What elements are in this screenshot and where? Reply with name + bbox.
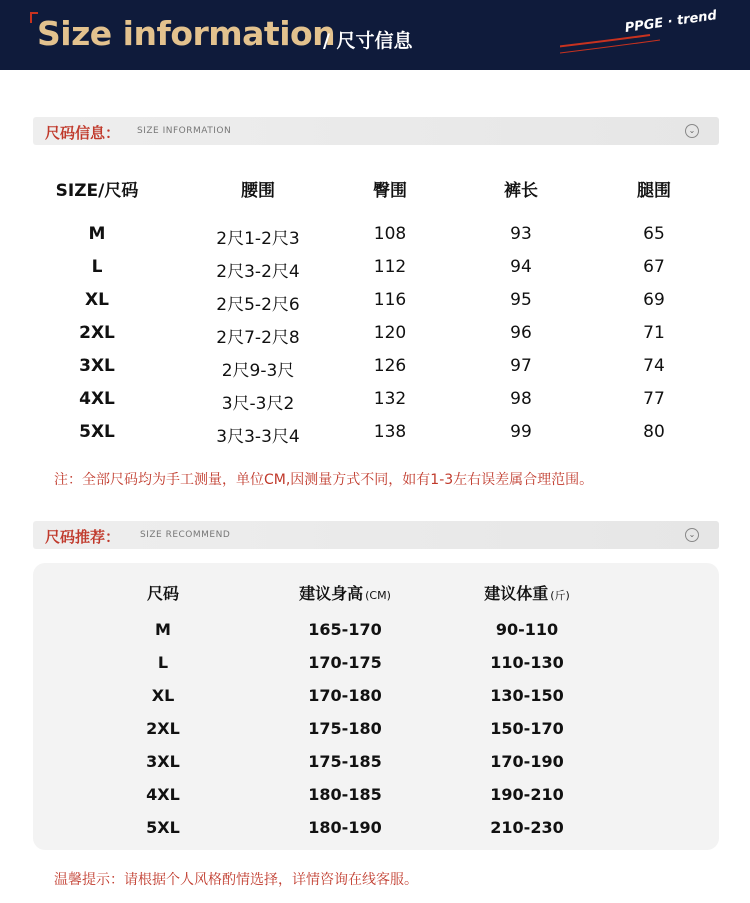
cell-thigh: 71 bbox=[643, 323, 665, 343]
cell-waist: 2尺9-3尺 bbox=[221, 361, 295, 381]
table-header-row bbox=[0, 176, 750, 224]
brand-logo: PPGE · trend bbox=[623, 8, 718, 36]
cell-height: 170-175 bbox=[308, 653, 382, 672]
header-height-label: 建议身高 bbox=[299, 584, 364, 603]
cell-waist: 2尺3-2尺4 bbox=[216, 262, 300, 282]
header-cell-size: SIZE/尺码 bbox=[55, 181, 139, 201]
cell-size: M bbox=[155, 620, 171, 639]
header-cell-weight bbox=[484, 581, 570, 604]
cell-size: 3XL bbox=[146, 752, 180, 771]
cell-thigh: 77 bbox=[643, 389, 665, 409]
cell-thigh: 65 bbox=[643, 224, 665, 244]
cell-size: 2XL bbox=[79, 323, 115, 343]
cell-waist: 3尺3-3尺4 bbox=[216, 427, 300, 447]
cell-height: 165-170 bbox=[308, 620, 382, 639]
cell-weight: 190-210 bbox=[490, 785, 564, 804]
cell-length: 93 bbox=[510, 224, 532, 244]
header-weight-unit: (斤) bbox=[550, 589, 570, 602]
table-row bbox=[0, 323, 750, 356]
header-cell-height bbox=[299, 581, 391, 604]
recommend-table bbox=[0, 581, 750, 851]
cell-hip: 138 bbox=[373, 422, 407, 442]
cell-size: 5XL bbox=[146, 818, 180, 837]
header-cell-hip: 臀围 bbox=[373, 181, 407, 201]
cell-thigh: 67 bbox=[643, 257, 665, 277]
cell-hip: 132 bbox=[373, 389, 407, 409]
header-cell-waist: 腰围 bbox=[241, 181, 275, 201]
table-header-row bbox=[0, 581, 750, 620]
header-height-unit: (CM) bbox=[365, 589, 391, 602]
table-row bbox=[0, 290, 750, 323]
cell-hip: 116 bbox=[373, 290, 407, 310]
table-row bbox=[0, 620, 750, 653]
cell-length: 96 bbox=[510, 323, 532, 343]
chevron-down-icon[interactable]: ⌄ bbox=[685, 124, 699, 138]
cell-size: 3XL bbox=[79, 356, 115, 376]
table-row bbox=[0, 818, 750, 851]
section-title-en: SIZE INFORMATION bbox=[137, 126, 232, 136]
cell-weight: 110-130 bbox=[490, 653, 564, 672]
measurement-note: 注：全部尺码均为手工测量，单位CM,因测量方式不同，如有1-3左右误差属合理范围。 bbox=[54, 472, 594, 488]
cell-height: 170-180 bbox=[308, 686, 382, 705]
cell-height: 175-185 bbox=[308, 752, 382, 771]
cell-length: 98 bbox=[510, 389, 532, 409]
table-row bbox=[0, 719, 750, 752]
cell-size: 5XL bbox=[79, 422, 115, 442]
section-title-zh: 尺码信息： bbox=[45, 124, 121, 142]
table-row bbox=[0, 752, 750, 785]
cell-weight: 210-230 bbox=[490, 818, 564, 837]
table-row bbox=[0, 653, 750, 686]
header-banner bbox=[0, 0, 750, 70]
header-cell-size: 尺码 bbox=[146, 584, 180, 603]
cell-size: 4XL bbox=[79, 389, 115, 409]
cell-length: 97 bbox=[510, 356, 532, 376]
cell-hip: 126 bbox=[373, 356, 407, 376]
cell-waist: 2尺7-2尺8 bbox=[216, 328, 300, 348]
table-row bbox=[0, 356, 750, 389]
page-title-zh: / 尺寸信息 bbox=[323, 30, 413, 52]
cell-weight: 130-150 bbox=[490, 686, 564, 705]
table-row bbox=[0, 785, 750, 818]
cell-size: XL bbox=[85, 290, 109, 310]
table-row bbox=[0, 686, 750, 719]
cell-height: 180-190 bbox=[308, 818, 382, 837]
section-title-en: SIZE RECOMMEND bbox=[140, 530, 231, 540]
size-recommend-section-bar bbox=[33, 521, 719, 549]
cell-thigh: 74 bbox=[643, 356, 665, 376]
cell-size: XL bbox=[151, 686, 175, 705]
cell-thigh: 69 bbox=[643, 290, 665, 310]
cell-length: 95 bbox=[510, 290, 532, 310]
cell-weight: 170-190 bbox=[490, 752, 564, 771]
cell-height: 175-180 bbox=[308, 719, 382, 738]
cell-length: 99 bbox=[510, 422, 532, 442]
header-cell-length: 裤长 bbox=[504, 181, 538, 201]
cell-weight: 150-170 bbox=[490, 719, 564, 738]
cell-waist: 2尺5-2尺6 bbox=[216, 295, 300, 315]
section-title-zh: 尺码推荐： bbox=[45, 528, 121, 546]
cell-size: L bbox=[157, 653, 169, 672]
cell-height: 180-185 bbox=[308, 785, 382, 804]
cell-weight: 90-110 bbox=[495, 620, 559, 639]
cell-thigh: 80 bbox=[643, 422, 665, 442]
cell-size: 2XL bbox=[146, 719, 180, 738]
cell-size: L bbox=[91, 257, 103, 277]
table-row bbox=[0, 389, 750, 422]
cell-waist: 2尺1-2尺3 bbox=[216, 229, 300, 249]
cell-hip: 108 bbox=[373, 224, 407, 244]
table-row bbox=[0, 422, 750, 455]
cell-size: M bbox=[88, 224, 106, 244]
cell-length: 94 bbox=[510, 257, 532, 277]
friendly-tip: 温馨提示：请根据个人风格酌情选择，详情咨询在线客服。 bbox=[54, 872, 418, 888]
size-info-section-bar bbox=[33, 117, 719, 145]
size-table bbox=[0, 176, 750, 455]
cell-waist: 3尺-3尺2 bbox=[221, 394, 295, 414]
table-row bbox=[0, 257, 750, 290]
header-weight-label: 建议体重 bbox=[484, 584, 549, 603]
header-cell-thigh: 腿围 bbox=[637, 181, 671, 201]
table-row bbox=[0, 224, 750, 257]
cell-size: 4XL bbox=[146, 785, 180, 804]
cell-hip: 120 bbox=[373, 323, 407, 343]
cell-hip: 112 bbox=[373, 257, 407, 277]
page-title: Size information bbox=[37, 14, 336, 53]
chevron-down-icon[interactable]: ⌄ bbox=[685, 528, 699, 542]
